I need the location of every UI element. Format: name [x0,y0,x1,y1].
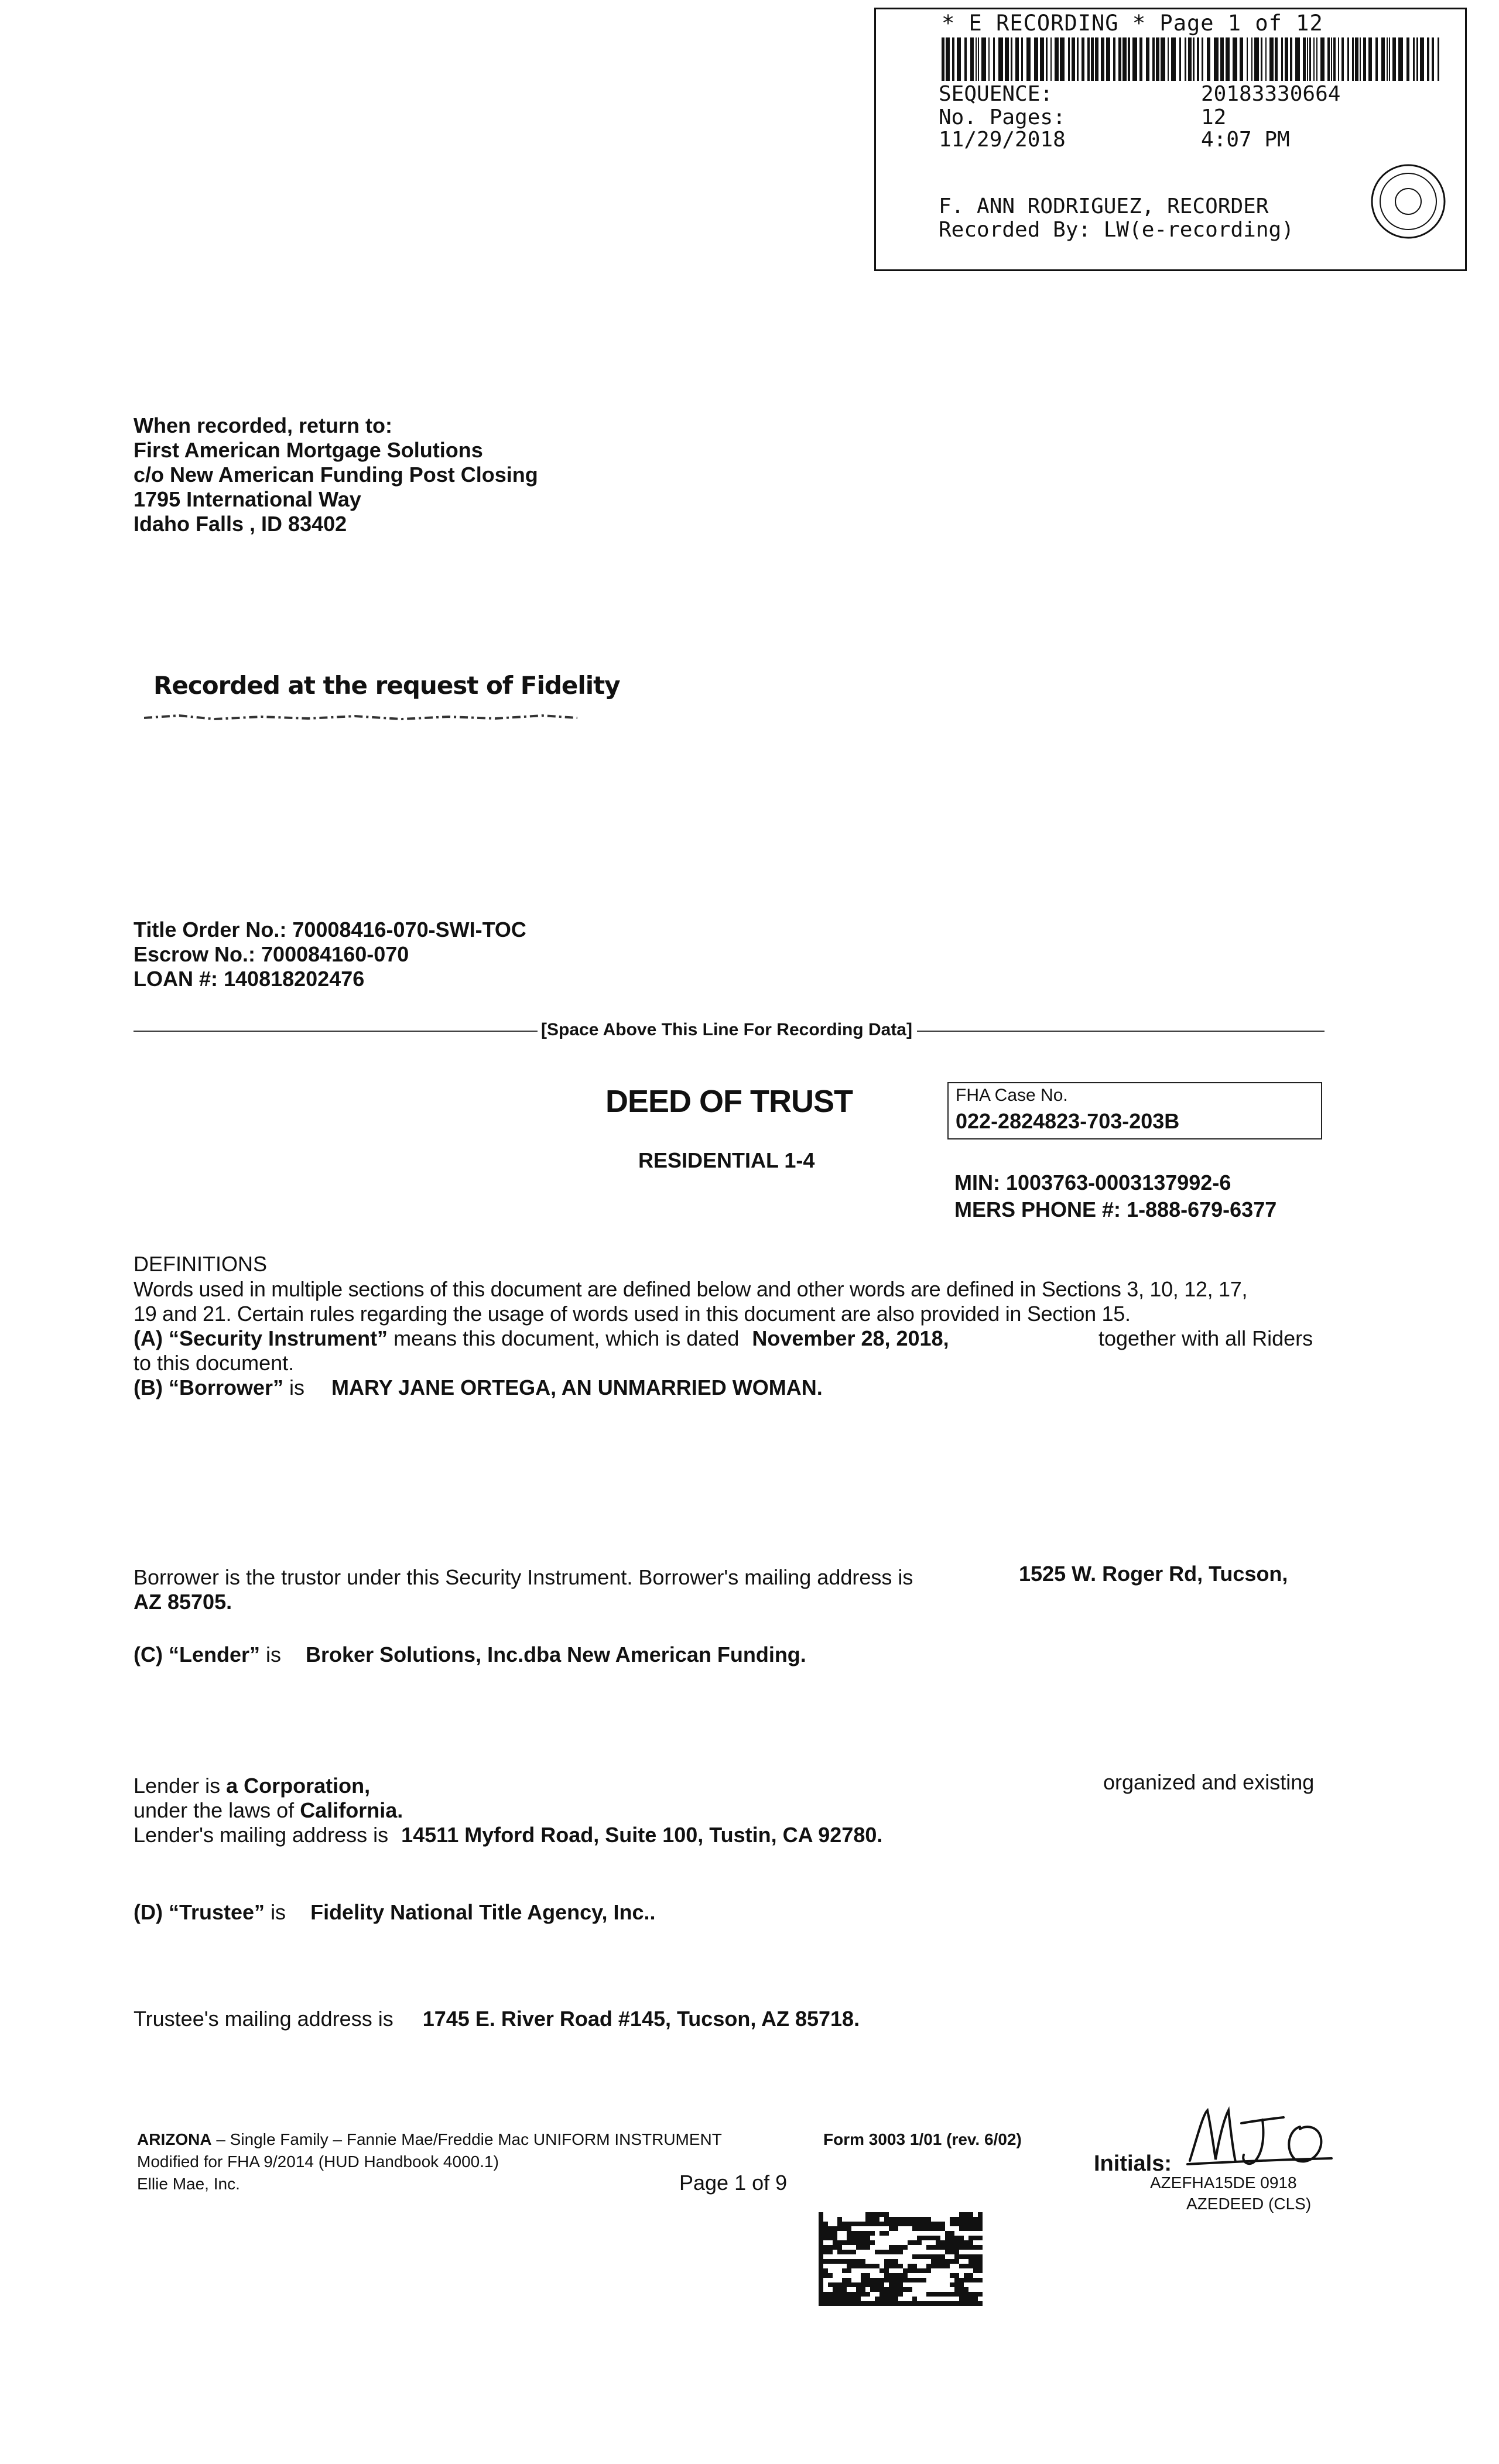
borrower-trustor-text: Borrower is the trustor under this Security Instrument. Borrower's mailing address is [134,1565,913,1589]
space-above-text: [Space Above This Line For Recording Data] [541,1020,912,1039]
lender-type: a Corporation, [226,1774,371,1798]
return-line-3: 1795 International Way [134,487,361,511]
fha-value: 022-2824823-703-203B [956,1109,1180,1133]
definition-d-label: (D) “Trustee” [134,1900,265,1924]
definition-a-line-2: to this document. [134,1351,295,1375]
footer-modified: Modified for FHA 9/2014 (HUD Handbook 4000.1) [137,2152,499,2171]
definitions-intro-2: 19 and 21. Certain rules regarding the usage of words used in this document are also provided in Section 15. [134,1302,1131,1326]
mers-phone: MERS PHONE #: 1-888-679-6377 [954,1197,1277,1221]
return-line-4: Idaho Falls , ID 83402 [134,512,347,536]
footer-form-desc: – Single Family – Fannie Mae/Freddie Mac UNIFORM INSTRUMENT [211,2130,722,2148]
organized-existing: organized and existing [1103,1770,1315,1794]
record-date: 11/29/2018 [939,128,1066,152]
recorded-by: Recorded By: LW(e-recording) [939,218,1294,242]
definitions-intro-1: Words used in multiple sections of this document are defined below and other words are defined in Sections 3, 10, 12, 17, [134,1277,1248,1301]
definition-a-label: (A) “Security Instrument” [134,1326,388,1350]
title-order-no: Title Order No.: 70008416-070-SWI-TOC [134,918,526,942]
sequence-value: 20183330664 [1201,82,1341,106]
pages-value: 12 [1201,105,1227,129]
recorder-name: F. ANN RODRIGUEZ, RECORDER [939,194,1269,218]
trustee-mailing-label: Trustee's mailing address is [134,2007,393,2031]
loan-no: LOAN #: 140818202476 [134,967,365,991]
datamatrix-barcode [819,2212,985,2306]
borrower-address-2: AZ 85705. [134,1590,232,1614]
document-subtitle: RESIDENTIAL 1-4 [638,1148,815,1172]
definition-b-is: is [289,1375,305,1399]
stamp-underline [144,710,577,724]
record-time: 4:07 PM [1201,128,1290,152]
definitions-heading: DEFINITIONS [134,1252,268,1276]
footer-code-1: AZEFHA15DE 0918 [1150,2174,1297,2192]
lender-is-line [134,1773,370,1799]
fha-case-box [947,1082,1322,1139]
stamp-header: * E RECORDING * Page 1 of 12 [942,11,1323,36]
lender-mailing-label: Lender's mailing address is [134,1823,389,1847]
definition-d-is: is [271,1900,286,1924]
footer-company: Ellie Mae, Inc. [137,2175,240,2193]
recording-stamp [874,8,1467,271]
fha-label: FHA Case No. [956,1086,1068,1105]
recorded-request-stamp: Recorded at the request of Fidelity [153,671,620,700]
borrower-name: MARY JANE ORTEGA, AN UNMARRIED WOMAN. [331,1375,823,1399]
lender-mailing-line [134,1822,882,1848]
space-above-line [134,1018,1325,1043]
min-number: MIN: 1003763-0003137992-6 [954,1171,1231,1195]
footer-page-number: Page 1 of 9 [679,2171,788,2195]
laws-value: California. [300,1798,403,1822]
trustee-mailing-line [134,2006,860,2032]
initials-signature-icon [1185,2103,1337,2174]
stamp-barcode [942,37,1445,81]
sequence-label: SEQUENCE: [939,82,1053,106]
footer-code-2: AZEDEED (CLS) [1186,2195,1312,2213]
definition-a-tail: together with all Riders [1098,1326,1313,1350]
return-line-1: First American Mortgage Solutions [134,438,483,462]
footer-form-number: Form 3003 1/01 (rev. 6/02) [823,2130,1022,2148]
trustee-address: 1745 E. River Road #145, Tucson, AZ 85718. [422,2007,860,2031]
return-line-2: c/o New American Funding Post Closing [134,463,538,487]
definition-a-date: November 28, 2018, [752,1326,949,1350]
trustee-name: Fidelity National Title Agency, Inc.. [310,1900,656,1924]
definition-c-is: is [266,1642,282,1666]
initials-label: Initials: [1094,2151,1172,2176]
escrow-no: Escrow No.: 700084160-070 [134,942,409,966]
document-title: DEED OF TRUST [605,1084,853,1119]
under-laws-text: under the laws of [134,1798,295,1822]
borrower-address-1: 1525 W. Roger Rd, Tucson, [1019,1562,1288,1586]
county-seal-icon [1370,163,1447,240]
lender-is-text: Lender is [134,1774,221,1798]
footer-form-line [137,2130,722,2149]
lender-address: 14511 Myford Road, Suite 100, Tustin, CA 92780. [401,1823,883,1847]
lender-name: Broker Solutions, Inc.dba New American Funding. [306,1642,806,1666]
definition-d [134,1900,656,1925]
definition-b [134,1375,823,1401]
under-laws-line [134,1798,403,1823]
definition-c-label: (C) “Lender” [134,1642,260,1666]
pages-label: No. Pages: [939,105,1066,129]
footer-state: ARIZONA [137,2130,212,2148]
definition-b-label: (B) “Borrower” [134,1375,284,1399]
return-heading: When recorded, return to: [134,413,393,437]
definition-a-text: means this document, which is dated [393,1326,740,1350]
definition-c [134,1642,806,1668]
